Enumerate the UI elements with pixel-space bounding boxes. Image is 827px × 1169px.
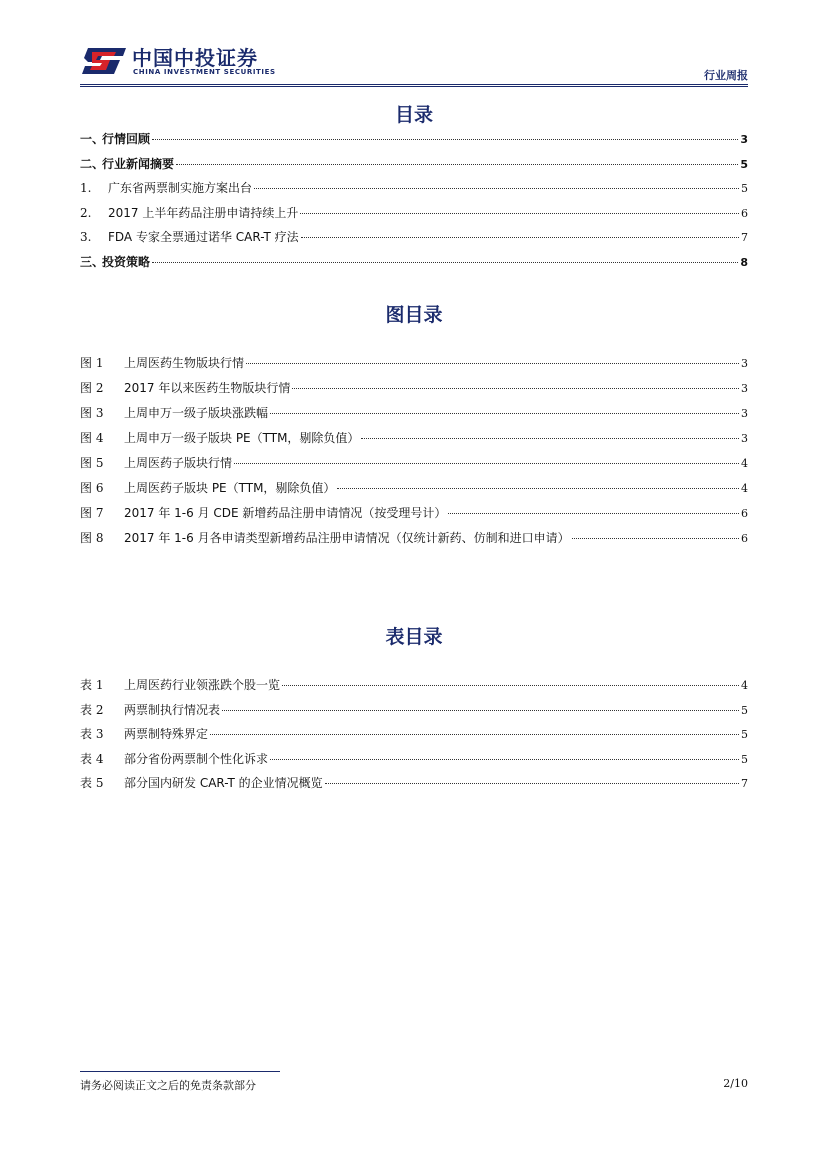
entry-number: 图 8 — [80, 531, 104, 545]
entry-page: 6 — [741, 532, 748, 545]
dot-leader — [292, 388, 739, 389]
table-entry[interactable] — [80, 676, 748, 694]
entry-number: 表 1 — [80, 678, 104, 692]
entry-page: 3 — [741, 432, 748, 445]
dot-leader — [246, 363, 739, 364]
entry-page: 8 — [740, 255, 748, 269]
footer-divider — [80, 1071, 280, 1072]
dot-leader — [270, 759, 739, 760]
figure-entry[interactable] — [80, 504, 748, 522]
entry-page: 3 — [741, 382, 748, 395]
entry-label: 上周医药子版块 PE（TTM，剔除负值） — [124, 481, 336, 495]
entry-number: 表 4 — [80, 751, 104, 766]
entry-page: 7 — [741, 777, 748, 790]
entry-label: 广东省两票制实施方案出台 — [108, 181, 253, 195]
table-entry[interactable] — [80, 725, 748, 743]
entry-label: 上周申万一级子版块 PE（TTM，剔除负值） — [124, 431, 360, 445]
table-entry[interactable] — [80, 701, 748, 719]
entry-page: 5 — [741, 752, 748, 766]
entry-page: 5 — [740, 157, 748, 171]
dot-leader — [448, 513, 739, 514]
entry-label: 2017 年 1-6 月各申请类型新增药品注册申请情况（仅统计新药、仿制和进口申请） — [124, 531, 570, 545]
entry-page: 4 — [741, 679, 748, 692]
entry-label: 两票制执行情况表 — [124, 702, 221, 717]
entry-page: 3 — [740, 133, 748, 146]
footer-disclaimer: 请务必阅读正文之后的免责条款部分 — [80, 1079, 256, 1092]
entry-page: 3 — [741, 357, 748, 370]
dot-leader — [152, 139, 738, 140]
entry-page: 4 — [741, 482, 748, 495]
dot-leader — [254, 188, 739, 189]
entry-number: 二、 — [80, 156, 105, 171]
entry-number: 2. — [80, 205, 92, 220]
entry-page: 6 — [741, 206, 748, 220]
entry-number: 一、 — [80, 132, 105, 146]
report-type: 行业周报 — [704, 69, 748, 82]
toc-entry[interactable] — [80, 155, 748, 173]
entry-number: 图 3 — [80, 406, 104, 420]
toc-entry[interactable] — [80, 179, 748, 197]
company-name-en: CHINA INVESTMENT SECURITIES — [133, 68, 276, 76]
entry-label: 2017 上半年药品注册申请持续上升 — [108, 205, 299, 220]
entry-number: 三、 — [80, 254, 105, 269]
entry-label: 上周医药子版块行情 — [124, 456, 233, 470]
dot-leader — [234, 463, 739, 464]
tables-title: 表目录 — [385, 626, 443, 648]
entry-page: 7 — [741, 231, 748, 244]
company-logo-icon — [80, 46, 128, 76]
entry-label: 部分国内研发 CAR-T 的企业情况概览 — [124, 776, 323, 790]
entry-number: 图 7 — [80, 506, 104, 520]
entry-page: 3 — [741, 407, 748, 420]
entry-number: 1. — [80, 181, 92, 195]
entry-label: 投资策略 — [102, 254, 151, 269]
dot-leader — [325, 783, 739, 784]
entry-label: 2017 年以来医药生物版块行情 — [124, 381, 291, 395]
page-header — [80, 40, 748, 82]
toc-entry[interactable] — [80, 204, 748, 222]
figure-entry[interactable] — [80, 354, 748, 372]
figure-entry[interactable] — [80, 454, 748, 472]
figure-entry[interactable] — [80, 479, 748, 497]
figures-title: 图目录 — [385, 304, 443, 326]
dot-leader — [152, 262, 738, 263]
dot-leader — [176, 164, 738, 165]
header-divider — [80, 84, 748, 85]
entry-label: 两票制特殊界定 — [124, 727, 209, 741]
entry-page: 4 — [741, 457, 748, 470]
entry-page: 5 — [741, 703, 748, 717]
entry-page: 5 — [741, 728, 748, 741]
entry-number: 图 6 — [80, 481, 104, 495]
dot-leader — [301, 237, 739, 238]
entry-label: 2017 年 1-6 月 CDE 新增药品注册申请情况（按受理号计） — [124, 506, 447, 520]
dot-leader — [300, 213, 739, 214]
figure-entry[interactable] — [80, 429, 748, 447]
dot-leader — [572, 538, 739, 539]
entry-page: 5 — [741, 182, 748, 195]
entry-number: 表 2 — [80, 702, 104, 717]
toc-entry[interactable] — [80, 130, 748, 148]
entry-label: 上周申万一级子版块涨跌幅 — [124, 406, 269, 420]
dot-leader — [270, 413, 739, 414]
entry-label: 上周医药生物版块行情 — [124, 356, 245, 370]
entry-number: 表 3 — [80, 727, 104, 741]
toc-entry[interactable] — [80, 253, 748, 271]
entry-number: 表 5 — [80, 776, 104, 790]
entry-label: 行情回顾 — [102, 132, 151, 146]
entry-label: 部分省份两票制个性化诉求 — [124, 751, 269, 766]
entry-number: 3. — [80, 230, 92, 244]
dot-leader — [282, 685, 739, 686]
table-entry[interactable] — [80, 750, 748, 768]
page-number: 2/10 — [723, 1077, 748, 1090]
figure-entry[interactable] — [80, 529, 748, 547]
dot-leader — [210, 734, 739, 735]
entry-number: 图 5 — [80, 456, 104, 470]
header-divider-secondary — [80, 86, 748, 87]
entry-label: FDA 专家全票通过诺华 CAR-T 疗法 — [108, 230, 299, 244]
figure-entry[interactable] — [80, 379, 748, 397]
entry-number: 图 2 — [80, 381, 104, 395]
entry-label: 行业新闻摘要 — [102, 156, 175, 171]
dot-leader — [222, 710, 739, 711]
toc-title: 目录 — [394, 104, 433, 126]
table-entry[interactable] — [80, 774, 748, 792]
entry-number: 图 1 — [80, 356, 104, 370]
figure-entry[interactable] — [80, 404, 748, 422]
entry-number: 图 4 — [80, 431, 104, 445]
entry-label: 上周医药行业领涨跌个股一览 — [124, 678, 281, 692]
toc-entry[interactable] — [80, 228, 748, 246]
dot-leader — [337, 488, 739, 489]
dot-leader — [361, 438, 739, 439]
entry-page: 6 — [741, 507, 748, 520]
company-name-cn: 中国中投证券 — [132, 46, 258, 70]
